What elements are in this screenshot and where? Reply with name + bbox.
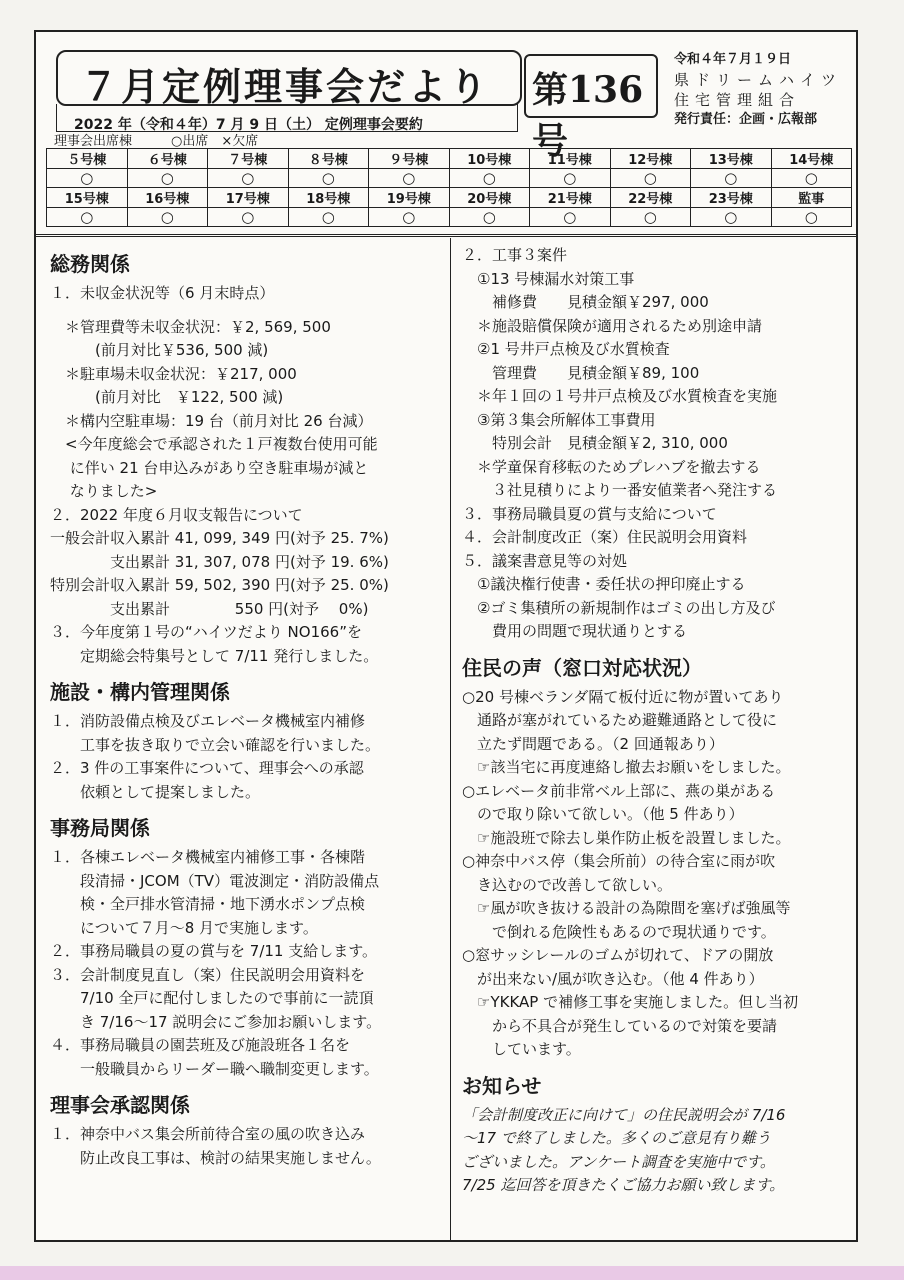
text-line: しています。 bbox=[462, 1040, 581, 1058]
column-divider bbox=[450, 238, 451, 1240]
section-divider bbox=[36, 234, 856, 237]
text-line: ございました。アンケート調査を実施中です。 bbox=[462, 1152, 775, 1171]
spacer bbox=[50, 306, 446, 316]
attendance-mark: ○ bbox=[691, 208, 772, 227]
text-line: (前月対比￥536, 500 減) bbox=[50, 341, 269, 359]
text-line: ～17 で終了しました。多くのご意見有り難う bbox=[462, 1129, 771, 1147]
building-label: 監事 bbox=[771, 188, 852, 208]
text-line: ２．事務局職員の夏の賞与を 7/11 支給します。 bbox=[50, 942, 378, 960]
text-line: が出来ない/風が吹き込む。（他 4 件あり） bbox=[462, 969, 764, 988]
text-line: ○エレベータ前非常ベル上部に、燕の巣がある bbox=[462, 781, 776, 800]
newsletter-title: ７月定例理事会だより bbox=[80, 65, 491, 109]
issue-number: 第136号 bbox=[532, 69, 644, 162]
text-line: ☞YKKAP で補修工事を実施しました。但し当初 bbox=[462, 993, 799, 1011]
text-line: ○20 号棟ベランダ隔て板付近に物が置いてあり bbox=[462, 687, 784, 706]
text-line: ＊構内空駐車場：19 台（前月対比 26 台減） bbox=[50, 411, 373, 430]
right-column bbox=[462, 244, 852, 1198]
attendance-legend: 理事会出席棟 ○出席 ×欠席 bbox=[54, 134, 259, 149]
building-label: 20号棟 bbox=[449, 188, 530, 208]
text-line: 特別会計 見積金額￥2, 310, 000 bbox=[462, 434, 728, 452]
text-line: 一般職員からリーダー職へ職制変更します。 bbox=[50, 1059, 379, 1078]
text-line: ２．2022 年度６月収支報告について bbox=[50, 505, 303, 524]
text-line: ○神奈中バス停（集会所前）の待合室に雨が吹 bbox=[462, 852, 776, 870]
text-line: 7/25 迄回答を頂きたくご協力お願い致します。 bbox=[462, 1176, 785, 1194]
text-line: ○窓サッシレールのゴムが切れて、ドアの開放 bbox=[462, 946, 774, 964]
section-title: 総務関係 bbox=[50, 252, 130, 276]
text-line: １．各棟エレベータ機械室内補修工事・各棟階 bbox=[50, 848, 366, 866]
text-line: ３．今年度第１号の“ハイツだより NO166”を bbox=[50, 623, 362, 641]
newsletter-page bbox=[34, 30, 858, 1242]
text-line: ３．事務局職員夏の賞与支給について bbox=[462, 504, 717, 523]
attendance-mark: ○ bbox=[208, 208, 289, 227]
building-label: 23号棟 bbox=[691, 188, 772, 208]
text-line: き込むので改善して欲しい。 bbox=[462, 875, 673, 894]
text-line: ３．会計制度見直し（案）住民説明会用資料を bbox=[50, 965, 366, 984]
attendance-mark: ○ bbox=[369, 208, 450, 227]
text-line: <今年度総会で承認された１戸複数台使用可能 bbox=[50, 435, 378, 453]
building-label: ５号棟 bbox=[47, 149, 128, 169]
attendance-mark: ○ bbox=[47, 208, 128, 227]
text-line: ②1 号井戸点検及び水質検査 bbox=[462, 340, 670, 358]
text-line: ☞施設班で除去し巣作防止板を設置しました。 bbox=[462, 828, 791, 847]
section-title: 理事会承認関係 bbox=[50, 1093, 190, 1117]
building-label: ８号棟 bbox=[288, 149, 369, 169]
attendance-mark: ○ bbox=[691, 169, 772, 188]
text-line: 立たず問題である。（2 回通報あり） bbox=[462, 734, 724, 753]
building-label: 12号棟 bbox=[610, 149, 691, 169]
text-line: 通路が塞がれているため避難通路として役に bbox=[462, 711, 778, 729]
text-line: について７月～8 月で実施します。 bbox=[50, 918, 318, 937]
attendance-mark: ○ bbox=[369, 169, 450, 188]
text-line: 「会計制度改正に向けて」の住民説明会が 7/16 bbox=[462, 1105, 786, 1124]
text-line: 依頼として提案しました。 bbox=[50, 782, 261, 801]
left-column bbox=[50, 246, 446, 1170]
text-line: ４．事務局職員の園芸班及び施設班各１名を bbox=[50, 1036, 351, 1054]
attendance-mark: ○ bbox=[288, 169, 369, 188]
text-line: から不具合が発生しているので対策を要請 bbox=[462, 1016, 778, 1035]
text-line: ☞風が吹き抜ける設計の為隙間を塞げば強風等 bbox=[462, 899, 791, 917]
attendance-mark: ○ bbox=[530, 169, 611, 188]
text-line: ＊年１回の１号井戸点検及び水質検査を実施 bbox=[462, 387, 778, 405]
text-line: １．神奈中バス集会所前待合室の風の吹き込み bbox=[50, 1125, 366, 1143]
issue-date: 令和４年７月１９日 bbox=[674, 52, 792, 67]
text-line: 費用の問題で現状通りとする bbox=[462, 622, 688, 640]
attendance-row-labels-1 bbox=[47, 149, 852, 169]
text-line: 支出累計 31, 307, 078 円(対予 19. 6%) bbox=[50, 552, 389, 571]
building-label: 13号棟 bbox=[691, 149, 772, 169]
text-line: ２．工事３案件 bbox=[462, 246, 568, 264]
text-line: ①13 号棟漏水対策工事 bbox=[462, 269, 635, 288]
attendance-mark: ○ bbox=[771, 169, 852, 188]
text-line: ②ゴミ集積所の新規制作はゴミの出し方及び bbox=[462, 598, 776, 617]
bottom-strip bbox=[0, 1266, 904, 1280]
text-line: ☞該当宅に再度連絡し撤去お願いをしました。 bbox=[462, 758, 791, 776]
text-line: 防止改良工事は、検討の結果実施しません。 bbox=[50, 1148, 381, 1167]
attendance-mark: ○ bbox=[127, 169, 208, 188]
building-label: 15号棟 bbox=[47, 188, 128, 208]
text-line: (前月対比 ￥122, 500 減) bbox=[50, 388, 284, 406]
text-line: ①議決権行使書・委任状の押印廃止する bbox=[462, 575, 746, 593]
text-line: ＊学童保育移転のためプレハブを撤去する bbox=[462, 457, 761, 476]
responsible-dept: 発行責任：企画・広報部 bbox=[674, 112, 818, 127]
section-title: お知らせ bbox=[462, 1073, 542, 1098]
text-line: ２．3 件の工事案件について、理事会への承認 bbox=[50, 759, 364, 777]
section-title: 施設・構内管理関係 bbox=[50, 680, 230, 704]
section-title: 住民の声（窓口対応状況） bbox=[462, 655, 702, 680]
text-line: ４．会計制度改正（案）住民説明会用資料 bbox=[462, 528, 748, 546]
building-label: 18号棟 bbox=[288, 188, 369, 208]
text-line: き 7/16～17 説明会にご参加お願いします。 bbox=[50, 1012, 382, 1031]
attendance-mark: ○ bbox=[449, 169, 530, 188]
meeting-summary-subtitle: 2022 年（令和４年）7 月 9 日（土） 定例理事会要約 bbox=[74, 117, 423, 133]
text-line: 補修費 見積金額￥297, 000 bbox=[462, 293, 709, 311]
building-label: 14号棟 bbox=[771, 149, 852, 169]
text-line: ＊駐車場未収金状況：￥217, 000 bbox=[50, 364, 297, 383]
building-label: 19号棟 bbox=[369, 188, 450, 208]
text-line: 検・全戸排水管清掃・地下湧水ポンプ点検 bbox=[50, 895, 366, 913]
attendance-mark: ○ bbox=[530, 208, 611, 227]
text-line: ３社見積りにより一番安値業者へ発注する bbox=[462, 481, 778, 499]
text-line: 段清掃・JCOM（TV）電波測定・消防設備点 bbox=[50, 871, 380, 890]
attendance-row-marks-1 bbox=[47, 169, 852, 188]
attendance-row-marks-2 bbox=[47, 208, 852, 227]
attendance-mark: ○ bbox=[449, 208, 530, 227]
text-line: なりました> bbox=[50, 482, 158, 500]
text-line: ＊管理費等未収金状況：￥2, 569, 500 bbox=[50, 317, 331, 336]
text-line: １．消防設備点検及びエレベータ機械室内補修 bbox=[50, 712, 366, 730]
text-line: に伴い 21 台申込みがあり空き駐車場が減と bbox=[50, 458, 369, 477]
attendance-mark: ○ bbox=[47, 169, 128, 188]
building-label: 17号棟 bbox=[208, 188, 289, 208]
text-line: ＊施設賠償保険が適用されるため別途申請 bbox=[462, 316, 763, 335]
text-line: 定期総会特集号として 7/11 発行しました。 bbox=[50, 646, 379, 665]
building-label: ７号棟 bbox=[208, 149, 289, 169]
text-line: 7/10 全戸に配付しましたので事前に一読頂 bbox=[50, 989, 374, 1007]
text-line: ③第３集会所解体工事費用 bbox=[462, 410, 656, 429]
attendance-mark: ○ bbox=[208, 169, 289, 188]
building-label: 16号棟 bbox=[127, 188, 208, 208]
org-type: 住宅管理組合 bbox=[674, 91, 801, 109]
building-label: 21号棟 bbox=[530, 188, 611, 208]
text-line: １．未収金状況等（6 月末時点） bbox=[50, 284, 275, 302]
attendance-mark: ○ bbox=[610, 208, 691, 227]
publisher-info bbox=[674, 50, 842, 130]
text-line: 特別会計収入累計 59, 502, 390 円(対予 25. 0%) bbox=[50, 576, 389, 594]
text-line: で倒れる危険性もあるので現状通りです。 bbox=[462, 922, 776, 941]
title-box bbox=[56, 50, 522, 109]
building-label: 11号棟 bbox=[530, 149, 611, 169]
attendance-mark: ○ bbox=[127, 208, 208, 227]
attendance-row-labels-2 bbox=[47, 188, 852, 208]
text-line: ５．議案書意見等の対処 bbox=[462, 551, 628, 570]
attendance-table bbox=[46, 148, 852, 227]
building-label: ９号棟 bbox=[369, 149, 450, 169]
attendance-mark: ○ bbox=[288, 208, 369, 227]
text-line: 支出累計 550 円(対予 0%) bbox=[50, 599, 369, 618]
text-line: 管理費 見積金額￥89, 100 bbox=[462, 363, 700, 382]
section-title: 事務局関係 bbox=[50, 816, 150, 840]
text-line: 一般会計収入累計 41, 099, 349 円(対予 25. 7%) bbox=[50, 529, 389, 547]
building-label: 10号棟 bbox=[449, 149, 530, 169]
attendance-mark: ○ bbox=[771, 208, 852, 227]
building-label: ６号棟 bbox=[127, 149, 208, 169]
attendance-mark: ○ bbox=[610, 169, 691, 188]
text-line: ので取り除いて欲しい。（他 5 件あり） bbox=[462, 805, 744, 823]
text-line: 工事を抜き取りで立会い確認を行いました。 bbox=[50, 735, 381, 754]
building-label: 22号棟 bbox=[610, 188, 691, 208]
org-name: 県ドリームハイツ bbox=[674, 71, 843, 89]
